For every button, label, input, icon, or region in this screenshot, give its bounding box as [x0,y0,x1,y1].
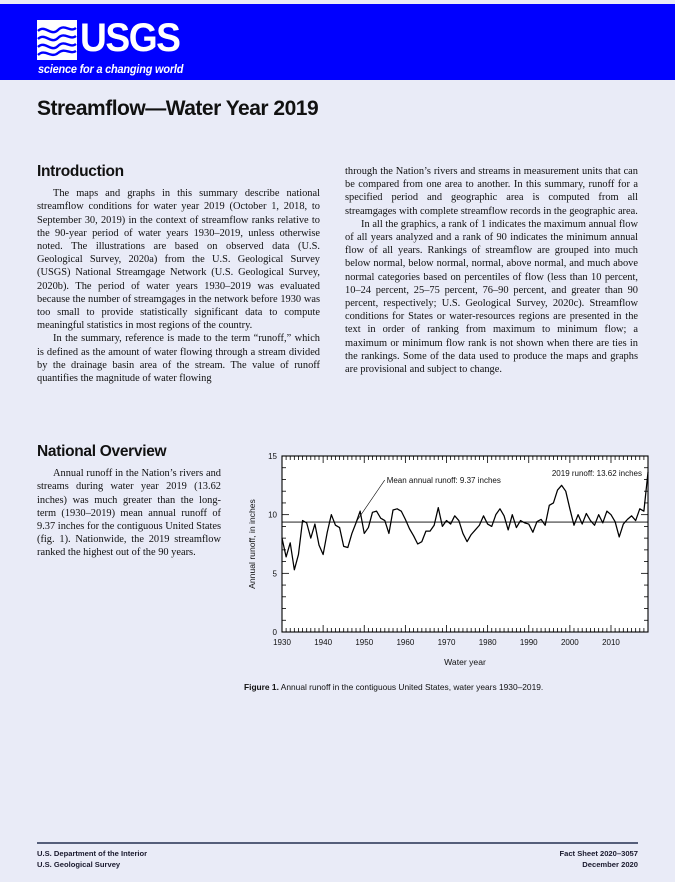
svg-text:Water year: Water year [444,657,486,667]
annual-runoff-line-chart [244,446,656,674]
figure-caption-label: Figure 1. [244,682,279,692]
introduction-paragraph: In the summary, reference is made to the term “runoff,” which is defined as the amount of water flowing through a stream divided by the drainage basin area of the stream. The value of runoff quantifies the magnitude of water flowing [37,333,320,385]
footer-date: December 2020 [582,860,638,869]
svg-text:1930: 1930 [273,638,291,647]
page-title: Streamflow—Water Year 2019 [37,97,319,120]
svg-text:1950: 1950 [355,638,374,647]
svg-text:1980: 1980 [478,638,497,647]
svg-text:1960: 1960 [396,638,415,647]
svg-text:10: 10 [268,510,277,520]
svg-text:Annual runoff, in inches: Annual runoff, in inches [247,499,257,589]
introduction-paragraph: In all the graphics, a rank of 1 indicates the maximum annual flow of all years analyzed and a rank of 90 indicates the minimum annual flow of all years. Rankings of streamflow are grouped into much below normal, below normal, normal, above normal, and much above normal categories based on percentiles of flow (less than 10 percent, 10–24 percent, 25–75 percent, 76–90 percent, and greater than 90 percent, respectively; U.S. Geological Survey, 2020c). Streamflow conditions for States or water-resources regions are presented in the text in order of ranking from maximum to minimum flow; a maximum or minimum flow rank is not shown when there are ties in the rankings. Some of the data used to produce the maps and graphs are provisional and subject to change. [345,218,638,376]
national-overview-column [37,445,221,560]
svg-text:2019 runoff: 13.62 inches: 2019 runoff: 13.62 inches [551,469,642,478]
national-overview-paragraph: Annual runoff in the Nation’s rivers and streams during water year 2019 (13.62 inches) was much greater than the long-term (1930–2019) mean annual runoff of 9.37 inches for the contiguous United States (fig. 1). Nationwide, the 2019 streamflow ranked the highest out of the 90 years. [37,468,221,559]
introduction-heading: Introduction [37,163,124,180]
footer-survey: U.S. Geological Survey [37,860,121,869]
footer-fact-sheet-number: Fact Sheet 2020–3057 [559,849,638,858]
svg-text:1970: 1970 [437,638,456,647]
usgs-logo [37,16,187,60]
footer-department: U.S. Department of the Interior [37,849,148,858]
svg-text:2000: 2000 [560,638,579,647]
footer-publication [559,848,638,870]
svg-text:15: 15 [268,452,277,461]
figure-1 [244,446,656,693]
figure-caption-text: Annual runoff in the contiguous United States, water years 1930–2019. [280,682,544,692]
svg-text:1940: 1940 [314,638,333,647]
footer-divider [37,842,638,844]
usgs-tagline: science for a changing world [38,64,184,76]
usgs-wave-icon [37,20,77,60]
introduction-paragraph: through the Nation’s rivers and streams in measurement units that can be compared from one area to another. In this summary, runoff for a specified period and geographic area is computed from all streamgages with complete streamflow records in the geographic area. [345,166,638,217]
footer-agency [37,848,147,870]
svg-text:1990: 1990 [519,638,538,647]
svg-text:Mean annual runoff: 9.37 inche: Mean annual runoff: 9.37 inches [386,476,501,486]
svg-text:0: 0 [272,628,277,637]
introduction-column-left [37,165,320,385]
svg-text:2010: 2010 [602,638,620,647]
national-overview-heading: National Overview [37,443,167,460]
introduction-paragraph: The maps and graphs in this summary describe national streamflow conditions for water year 2019 (October 1, 2018, to September 30, 2019) in the context of streamflow ranks relative to the 90-year period of water years 1930–2019, unless otherwise noted. The illustrations are based on observed data (U.S. Geological Survey, 2020a) from the U.S. Geological Survey (USGS) National Streamgage Network (U.S. Geological Survey, 2020b). The period of water years 1930–2019 was evaluated because the number of streamgages in the network before 1930 was too small to provide statistically significant data to compute meaningful statistics in most regions of the country. [37,188,320,332]
figure-caption [244,682,656,693]
introduction-column-right [345,165,638,376]
usgs-header-banner [0,4,675,80]
svg-text:5: 5 [272,569,277,579]
usgs-wordmark: USGS [80,16,180,60]
